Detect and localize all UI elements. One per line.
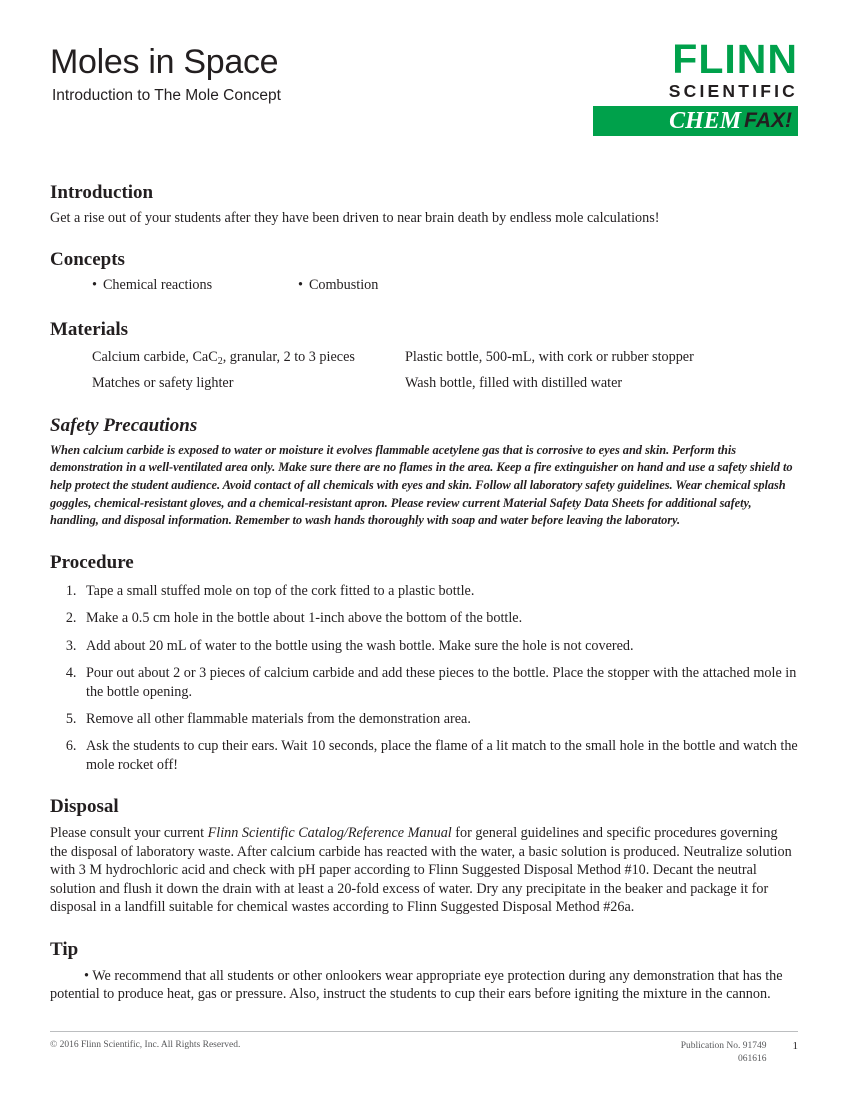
procedure-step: 1. Tape a small stuffed mole on top of the cork fitted to a plastic bottle. [80, 582, 798, 600]
material-subscript: 2 [217, 356, 223, 368]
page-number: 1 [792, 1040, 798, 1053]
procedure-step: 4. Pour out about 2 or 3 pieces of calcium carbide and add these pieces to the bottle. Place the stopper with the attached mole in the bottle opening. [80, 664, 798, 701]
footer-right-block [681, 1040, 798, 1066]
procedure-step: 3. Add about 20 mL of water to the bottle using the wash bottle. Make sure the hole is not covered. [80, 637, 798, 655]
page-subtitle: Introduction to The Mole Concept [52, 87, 281, 105]
disposal-text [50, 824, 798, 916]
heading-safety-precautions: Safety Precautions [50, 414, 198, 436]
safety-precautions-text: When calcium carbide is exposed to water or moisture it evolves flammable acetylene gas that is corrosive to eyes and skin. Perform this demonstration in a well-ventilated area only. Make sure there are no flames in the area. Keep a fire extinguisher on hand and use a safety shield to help protect the student audience. Avoid contact of all chemicals with eyes and skin. Follow all laboratory safety guidelines. Wear chemical splash goggles, chemical-resistant gloves, and a chemical-resistant apron. Please review current Material Safety Data Sheets for additional safety, handling, and disposal information. Remember to wash hands thoroughly with soap and water before leaving the laboratory. [50, 442, 793, 528]
procedure-step: 6. Ask the students to cup their ears. Wait 10 seconds, place the flame of a lit match to the small hole in the bottle and watch the mole rocket off! [80, 737, 798, 774]
material-item [50, 349, 405, 367]
procedure-step: 5. Remove all other flammable materials from the demonstration area. [80, 710, 798, 728]
title-block [50, 44, 281, 106]
material-label-pre: Matches or safety lighter [92, 374, 234, 391]
heading-procedure: Procedure [50, 551, 134, 573]
procedure-list [50, 582, 798, 775]
publication-date-code: 061616 [738, 1054, 767, 1065]
catalog-reference-title: Flinn Scientific Catalog/Reference Manual [207, 825, 452, 842]
flinn-scientific-logo [593, 36, 798, 136]
concept-label: Chemical reactions [102, 277, 213, 294]
materials-row [50, 375, 798, 393]
logo-flinn-text: FLINN [672, 36, 798, 82]
material-item [50, 375, 405, 393]
material-item: Wash bottle, filled with distilled water [405, 374, 623, 391]
heading-tip: Tip [50, 938, 79, 960]
concepts-list [50, 277, 798, 297]
publication-info [681, 1040, 767, 1066]
tip-text: • We recommend that all students or other onlookers wear appropriate eye protection during any demonstration that has the potential to produce heat, gas or pressure. Also, instruct the students to cup their ears before igniting the mixture in the cannon. [50, 967, 783, 1003]
page-footer [50, 1031, 798, 1066]
material-label-post: , granular, 2 to 3 pieces [222, 349, 355, 366]
concept-item [92, 277, 212, 294]
disposal-text-part1: Please consult your current [50, 825, 208, 842]
logo-scientific-text: SCIENTIFIC [668, 80, 798, 101]
heading-disposal: Disposal [50, 796, 119, 818]
bullet-icon: • [298, 277, 303, 294]
page-title: Moles in Space [50, 43, 279, 81]
disposal-text-part2: for general guidelines and specific procedures governing the disposal of laboratory waste. After calcium carbide has reacted with the water, a basic solution is produced. Neutralize solution with 3 M hydrochloric acid and check with pH paper according to Flinn Suggested Disposal Method #10. Decant the neutral solution and flush it down the drain with at least a 20-fold excess of water. Dry any precipitate in the beaker and package it for disposal in a landfill suitable for chemical wastes according to Flinn Suggested Disposal Method #26a. [50, 825, 792, 916]
document-header [50, 36, 798, 160]
concept-item [298, 277, 378, 294]
concept-label: Combustion [308, 277, 379, 294]
heading-introduction: Introduction [50, 182, 154, 203]
heading-materials: Materials [50, 319, 129, 341]
publication-number: Publication No. 91749 [680, 1041, 767, 1052]
material-item: Plastic bottle, 500-mL, with cork or rubber stopper [405, 349, 694, 366]
material-label-pre: Calcium carbide, CaC [92, 349, 218, 366]
heading-concepts: Concepts [50, 249, 125, 271]
logo-chemfax-banner [593, 106, 798, 136]
procedure-step: 2. Make a 0.5 cm hole in the bottle about 1-inch above the bottom of the bottle. [80, 609, 798, 627]
introduction-text: Get a rise out of your students after they have been driven to near brain death by endless mole calculations! [50, 210, 660, 226]
logo-fax-text: FAX! [744, 109, 792, 133]
materials-list [50, 349, 798, 393]
copyright-text: © 2016 Flinn Scientific, Inc. All Rights Reserved. [50, 1040, 241, 1051]
materials-row [50, 349, 798, 367]
bullet-icon: • [92, 277, 97, 294]
logo-chem-text: CHEM [669, 107, 742, 134]
